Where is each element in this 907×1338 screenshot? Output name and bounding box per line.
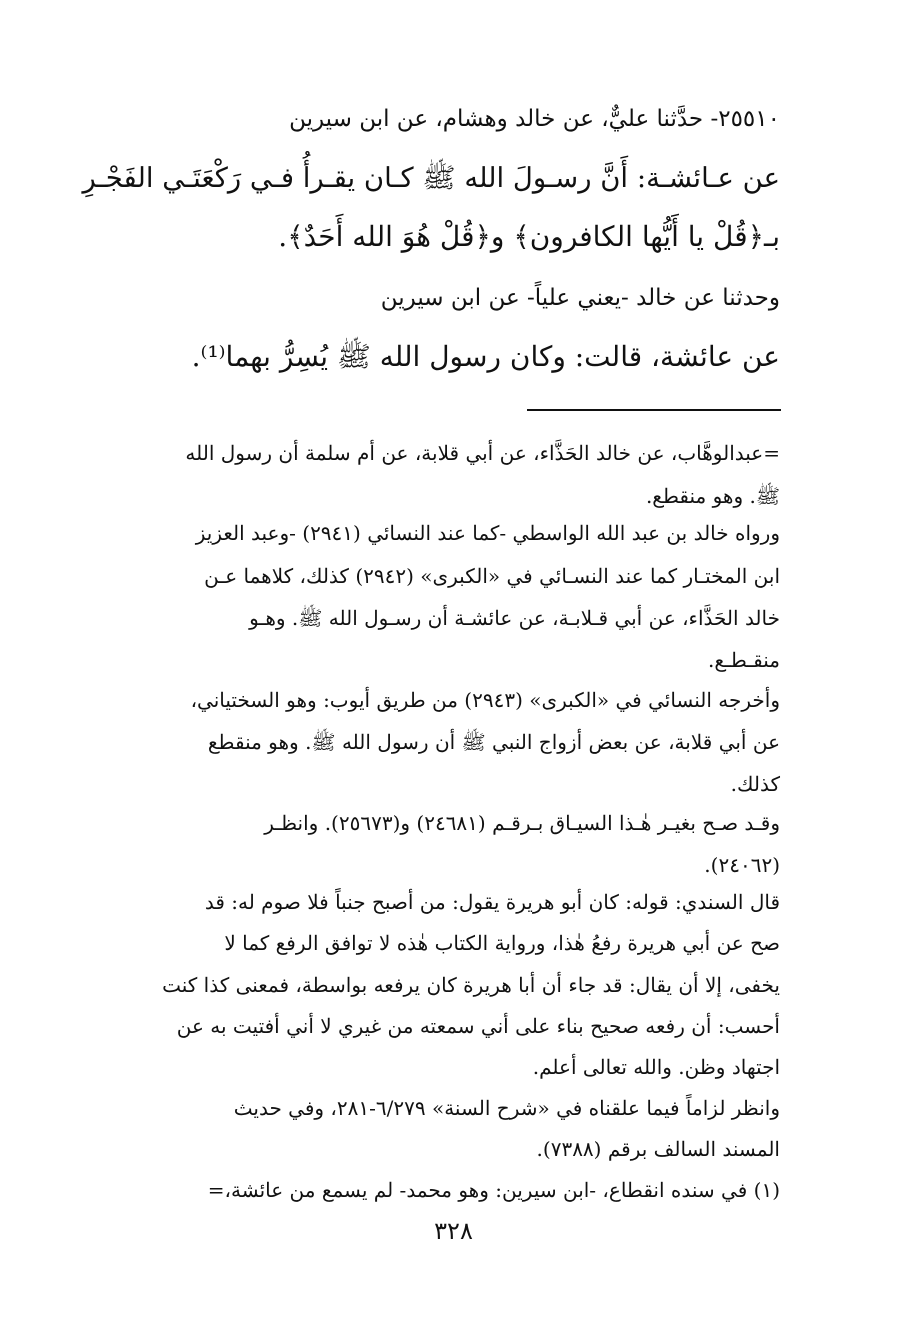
page-number: ٣٢٨ <box>434 1217 473 1245</box>
hadith-line: عن عائشة، قالت: وكان رسول الله ﷺ يُسِرُّ بهما⁽¹⁾. <box>191 340 780 373</box>
footnote-line: وانظر لزاماً فيما علقناه في «شرح السنة» ٦/٢٧٩-٢٨١، وفي حديث <box>233 1096 780 1120</box>
footnote-line: =عبدالوهَّاب، عن خالد الحَذَّاء، عن أبي قلابة، عن أم سلمة أن رسول الله <box>185 441 780 465</box>
footnote-line: عن أبي قلابة، عن بعض أزواج النبي ﷺ أن رسول الله ﷺ. وهو منقطع <box>207 730 780 754</box>
footnote-line: خالد الحَذَّاء، عن أبي قـلابـة، عن عائشـة أن رسـول الله ﷺ. وهـو <box>249 606 780 630</box>
footnote-line: يخفى، إلا أن يقال: قد جاء أن أبا هريرة كان يرفعه بواسطة، فمعنى كذا كنت <box>162 973 780 997</box>
footnote-line: (٢٤٠٦٢). <box>704 853 780 877</box>
footnote-line: صح عن أبي هريرة رفعُ هٰذا، ورواية الكتاب هٰذه لا توافق الرفع كما لا <box>224 931 780 955</box>
footnote-separator <box>527 409 781 411</box>
hadith-line: عن عـائشـة: أَنَّ رسـولَ الله ﷺ كـان يقـرأُ فـي رَكْعَتَـي الفَجْـرِ <box>82 162 780 194</box>
footnote-line: قال السندي: قوله: كان أبو هريرة يقول: من أصبح جنباً فلا صوم له: قد <box>204 890 780 914</box>
hadith-line: بـ﴿قُلْ يا أَيُّها الكافرون﴾ و﴿قُلْ هُوَ الله أَحَدٌ﴾. <box>278 220 780 253</box>
footnote-line: ورواه خالد بن عبد الله الواسطي -كما عند النسائي (٢٩٤١) -وعبد العزيز <box>195 521 780 545</box>
hadith-line: وحدثنا عن خالد -يعني علياً- عن ابن سيرين <box>380 285 780 311</box>
footnote-line: ﷺ. وهو منقطع. <box>645 484 780 508</box>
footnote-line: المسند السالف برقم (٧٣٨٨). <box>536 1137 780 1161</box>
footnote-line: اجتهاد وظن. والله تعالى أعلم. <box>532 1055 780 1079</box>
footnote-line: كذلك. <box>730 772 780 796</box>
footnote-line: منقـطـع. <box>708 648 780 672</box>
hadith-line: ٢٥٥١٠- حدَّثنا عليٌّ، عن خالد وهشام، عن ابن سيرين <box>289 106 780 132</box>
footnote-line: أحسب: أن رفعه صحيح بناء على أني سمعته من غيري لا أني أفتيت به عن <box>176 1014 780 1038</box>
footnote-line: ابن المختـار كما عند النسـائي في «الكبرى» (٢٩٤٢) كذلك، كلاهما عـن <box>204 564 780 588</box>
footnote-line: وأخرجه النسائي في «الكبرى» (٢٩٤٣) من طريق أيوب: وهو السختياني، <box>190 688 780 712</box>
footnote-line: (١) في سنده انقطاع، -ابن سيرين: وهو محمد- لم يسمع من عائشة،= <box>207 1178 780 1202</box>
footnote-line: وقـد صـح بغيـر هٰـذا السيـاق بـرقـم (٢٤٦٨١) و(٢٥٦٧٣). وانظـر <box>264 811 780 835</box>
